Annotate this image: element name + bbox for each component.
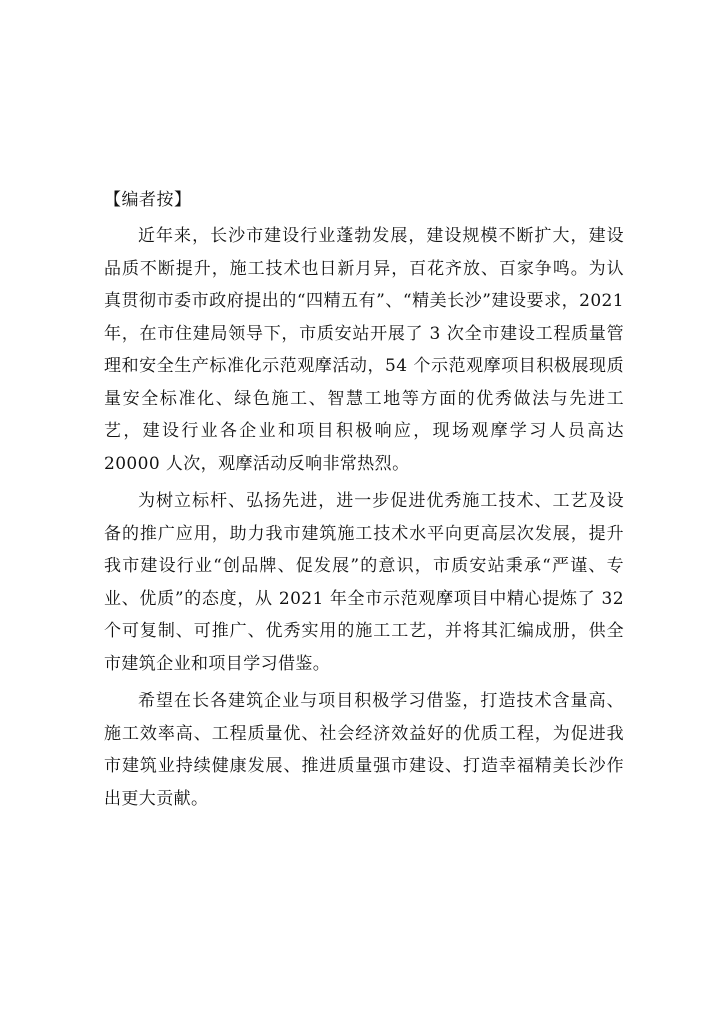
editor-note-heading: 【编者按】 <box>104 190 192 210</box>
paragraph-purpose: 为树立标杆、弘扬先进，进一步促进优秀施工技术、工艺及设备的推广应用，助力我市建筑施工技术水平向更高层次发展，提升我市建设行业“创品牌、促发展”的意识，市质安站秉承“严谨、专业、优质”的态度，从 2021 年全市示范观摩项目中精心提炼了 32 个可复制、可推广、优秀实用的施工工艺，并将其汇编成册，供全市建筑企业和项目学习借鉴。 <box>104 491 624 674</box>
paragraph-hope: 希望在长各建筑企业与项目积极学习借鉴，打造技术含量高、施工效率高、工程质量优、社会经济效益好的优质工程，为促进我市建筑业持续健康发展、推进质量强市建设、打造幸福精美长沙作出更大贡献。 <box>104 691 624 809</box>
editor-note <box>104 180 624 820</box>
paragraph-intro: 近年来，长沙市建设行业蓬勃发展，建设规模不断扩大，建设品质不断提升，施工技术也日新月异，百花齐放、百家争鸣。为认真贯彻市委市政府提出的“四精五有”、“精美长沙”建设要求，2021 年，在市住建局领导下，市质安站开展了 3 次全市建设工程质量管理和安全生产标准化示范观摩活动，54 个示范观摩项目积极展现质量安全标准化、绿色施工、智慧工地等方面的优秀做法与先进工艺，建设行业各企业和项目积极响应，现场观摩学习人员高达 20000 人次，观摩活动反响非常热烈。 <box>104 226 624 474</box>
